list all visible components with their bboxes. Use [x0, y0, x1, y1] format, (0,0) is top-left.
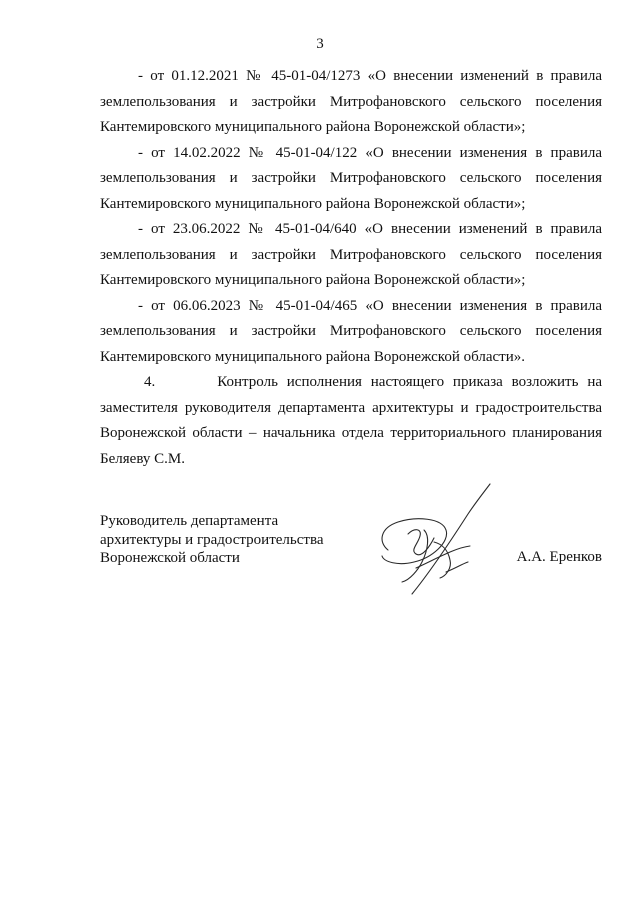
handwritten-signature-icon: [350, 472, 510, 602]
signature-block: [100, 512, 602, 622]
signatory-position-line: Воронежской области: [100, 550, 240, 566]
list-item: - от 23.06.2022 № 45-01-04/640 «О внесении изменений в правила землепользования и застройки Митрофановского сельского поселения Кантемировского муниципального района Воронежской области»;: [100, 221, 602, 288]
signatory-name: А.А. Еренков: [516, 549, 602, 565]
page-number: 3: [316, 36, 324, 52]
list-item: - от 01.12.2021 № 45-01-04/1273 «О внесении изменений в правила землепользования и застройки Митрофановского сельского поселения Кантемировского муниципального района Воронежской области»;: [100, 68, 602, 135]
control-clause-paragraph: 4. Контроль исполнения настоящего приказа возложить на заместителя руководителя департамента архитектуры и градостроительства Воронежской области – начальника отдела территориального планирования Беляеву С.М.: [100, 374, 602, 467]
list-item: - от 14.02.2022 № 45-01-04/122 «О внесении изменения в правила землепользования и застройки Митрофановского сельского поселения Кантемировского муниципального района Воронежской области»;: [100, 144, 602, 212]
signatory-position-line: архитектуры и градостроительства: [100, 531, 324, 548]
list-item: - от 06.06.2023 № 45-01-04/465 «О внесении изменения в правила землепользования и застройки Митрофановского сельского поселения Кантемировского муниципального района Воронежской области».: [100, 297, 602, 365]
signatory-position: [100, 512, 323, 568]
document-body: [100, 64, 602, 472]
signatory-position-line: Руководитель департамента: [100, 513, 279, 529]
